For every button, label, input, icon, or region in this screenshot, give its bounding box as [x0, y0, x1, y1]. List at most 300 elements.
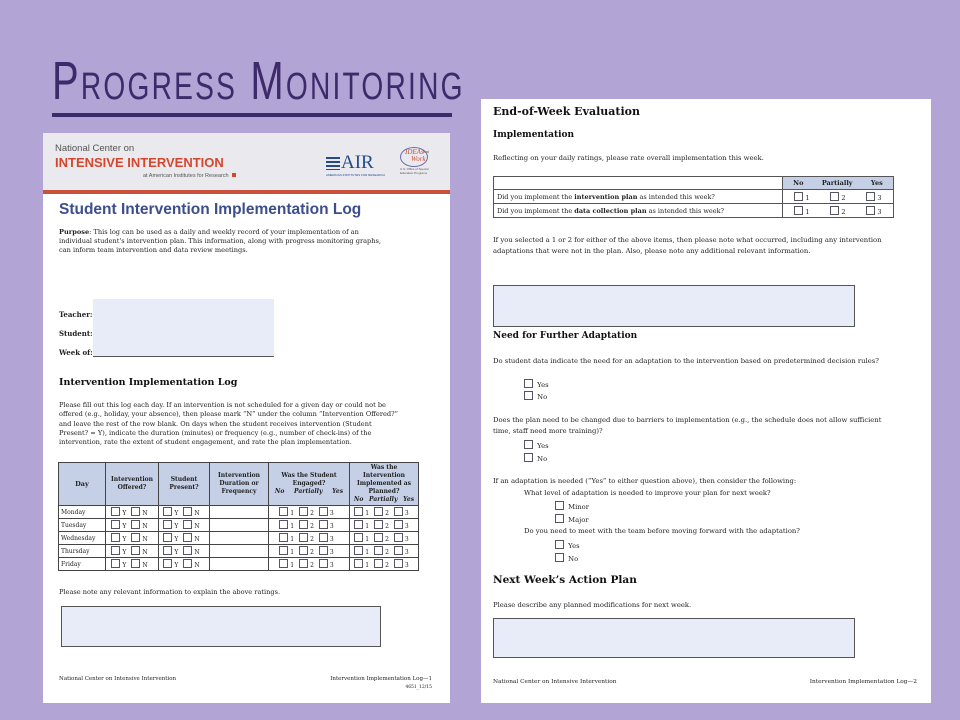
q1-pre: Did you implement the: [497, 192, 575, 201]
q-barriers-no-label: No: [537, 455, 548, 463]
org-line2: INTENSIVE INTERVENTION: [55, 155, 224, 170]
col-implemented: [350, 463, 419, 506]
checkbox-icon: [279, 546, 288, 555]
implemented-3-option-label: 3: [404, 510, 409, 517]
col-engaged-label: Was the Student Engaged?: [281, 472, 337, 487]
checkbox-icon: [279, 507, 288, 516]
implementation-intro: Reflecting on your daily ratings, please rate overall implementation this week.: [493, 154, 764, 162]
air-stripes-icon: [326, 157, 340, 170]
engaged-1-option-label: 1: [290, 536, 295, 543]
present-cell: [159, 532, 210, 545]
overall-implementation-table: [493, 176, 894, 218]
checkbox-icon: [279, 533, 288, 542]
checkbox-icon: [394, 559, 403, 568]
checkbox-icon: [866, 206, 875, 215]
present-n-option[interactable]: [183, 536, 199, 543]
engaged-3-option[interactable]: [319, 549, 334, 556]
col-day: Day: [59, 463, 106, 506]
q-meet-yes[interactable]: [555, 540, 580, 550]
q-meet-text: Do you need to meet with the team before moving forward with the adaptation?: [524, 527, 800, 535]
left-footer-left: National Center on Intensive Intervention: [59, 676, 177, 682]
q-data-no-label: No: [537, 393, 548, 401]
overall-header-blank: [494, 177, 783, 190]
present-y-option-label: Y: [174, 536, 179, 543]
q-data-yes[interactable]: [524, 379, 549, 389]
offered-y-option-label: Y: [122, 549, 127, 556]
checkbox-icon: [131, 520, 140, 529]
q-level-minor[interactable]: [555, 501, 589, 511]
q1-opt-2[interactable]: [830, 192, 845, 202]
q-barriers-text: Does the plan need to be changed due to barriers to implementation (e.g., the schedule does not allow sufficient time, staff need more training)?: [493, 416, 882, 435]
implemented-sub-partially: Partially: [369, 496, 398, 503]
engaged-2-option[interactable]: [299, 510, 314, 517]
notes-textbox[interactable]: [61, 606, 381, 647]
implemented-2-option[interactable]: [374, 536, 389, 543]
checkbox-icon: [319, 533, 328, 542]
checkbox-icon: [319, 507, 328, 516]
engaged-cell: [269, 506, 350, 519]
ideas-line1: IDEAs: [405, 148, 424, 156]
student-input[interactable]: [93, 318, 274, 338]
col-engaged: [269, 463, 350, 506]
present-y-option-label: Y: [174, 510, 179, 517]
checkbox-icon: [374, 520, 383, 529]
implemented-3-option-label: 3: [404, 562, 409, 569]
checkbox-icon: [111, 559, 120, 568]
checkbox-icon: [183, 546, 192, 555]
col-implemented-label: Was the Intervention Implemented as Planned?: [356, 464, 412, 495]
q1-opt-3[interactable]: [866, 192, 881, 202]
table-row: [59, 506, 419, 519]
implemented-1-option-label: 1: [365, 549, 370, 556]
checkbox-icon: [183, 520, 192, 529]
implemented-1-option[interactable]: [354, 562, 369, 569]
followup-text: If you selected a 1 or 2 for either of the above items, then please note what occurred, including any intervention adaptations that were not in the plan. Also, please note any additional relevant information.: [493, 236, 882, 255]
followup-textbox[interactable]: [493, 285, 855, 327]
checkbox-icon: [374, 533, 383, 542]
table-row: [59, 545, 419, 558]
engaged-2-option[interactable]: [299, 523, 314, 530]
q-barriers-yes-label: Yes: [537, 442, 549, 450]
implemented-2-option-label: 2: [385, 562, 389, 569]
teacher-label: Teacher:: [59, 310, 93, 319]
note-prompt: Please note any relevant information to explain the above ratings.: [59, 588, 281, 596]
offered-n-option[interactable]: [131, 549, 147, 556]
duration-cell[interactable]: [210, 519, 269, 532]
engaged-3-option-label: 3: [329, 523, 334, 530]
eow-title: End-of-Week Evaluation: [493, 105, 640, 118]
q-meet-yes-label: Yes: [568, 542, 580, 550]
present-n-option[interactable]: [183, 510, 199, 517]
implemented-3-option[interactable]: [394, 562, 409, 569]
checkbox-icon: [866, 192, 875, 201]
week-of-input[interactable]: [93, 337, 274, 357]
engaged-3-option-label: 3: [329, 562, 334, 569]
checkbox-icon: [524, 440, 533, 449]
present-y-option[interactable]: [163, 562, 178, 569]
overall-row-intervention: [494, 190, 894, 204]
implemented-1-option-label: 1: [365, 562, 370, 569]
engaged-cell: [269, 519, 350, 532]
checkbox-icon: [183, 507, 192, 516]
q2-opt-3[interactable]: [866, 206, 881, 216]
implemented-2-option-label: 2: [385, 536, 389, 543]
present-n-option[interactable]: [183, 523, 199, 530]
checkbox-icon: [111, 507, 120, 516]
offered-n-option-label: N: [142, 562, 148, 569]
checkbox-icon: [354, 546, 363, 555]
q-level-text: What level of adaptation is needed to improve your plan for next week?: [524, 489, 771, 497]
q-meet-no[interactable]: [555, 553, 578, 563]
engaged-1-option[interactable]: [279, 562, 294, 569]
engaged-3-option[interactable]: [319, 562, 334, 569]
present-y-option[interactable]: [163, 536, 178, 543]
checkbox-icon: [555, 501, 564, 510]
q-level-minor-label: Minor: [568, 503, 590, 511]
left-document-page: [43, 133, 450, 703]
present-y-option-label: Y: [174, 562, 179, 569]
checkbox-icon: [524, 391, 533, 400]
checkbox-icon: [524, 453, 533, 462]
left-footer-code: 4651_12/15: [405, 685, 432, 690]
q1-opt-1-label: 1: [805, 193, 810, 202]
purpose-text: : This log can be used as a daily and weekly record of your implementation of an individual student's intervention plan. This information, along with progress monitoring graphs, can inform team intervention and data review meetings.: [59, 228, 381, 254]
present-y-option[interactable]: [163, 523, 178, 530]
checkbox-icon: [319, 546, 328, 555]
ideas-line3: Work: [411, 155, 426, 163]
duration-cell[interactable]: [210, 545, 269, 558]
overall-q1-options: [783, 190, 894, 204]
offered-y-option-label: Y: [122, 523, 127, 530]
present-n-option[interactable]: [183, 549, 199, 556]
checkbox-icon: [524, 379, 533, 388]
q2-opt-2[interactable]: [830, 206, 845, 216]
engaged-2-option[interactable]: [299, 536, 314, 543]
implemented-2-option-label: 2: [385, 510, 389, 517]
checkbox-icon: [299, 533, 308, 542]
checkbox-icon: [555, 514, 564, 523]
duration-cell[interactable]: [210, 532, 269, 545]
table-row: [59, 532, 419, 545]
engaged-1-option[interactable]: [279, 523, 294, 530]
implemented-3-option-label: 3: [404, 549, 409, 556]
overall-q1: [494, 190, 783, 204]
purpose-paragraph: [59, 228, 384, 255]
engaged-1-option[interactable]: [279, 536, 294, 543]
present-n-option-label: N: [194, 510, 200, 517]
slide-title: Progress Monitoring: [52, 51, 465, 111]
engaged-sub-yes: Yes: [332, 488, 344, 495]
overall-col-partially: Partially: [821, 179, 853, 187]
day-cell: Tuesday: [59, 519, 106, 532]
engaged-sub-partially: Partially: [294, 488, 323, 495]
implemented-subheads: [351, 496, 417, 504]
checkbox-icon: [163, 546, 172, 555]
q2-opt-1-label: 1: [805, 207, 810, 216]
checkbox-icon: [299, 559, 308, 568]
offered-n-option[interactable]: [131, 536, 147, 543]
overall-q2-options: [783, 204, 894, 218]
engaged-2-option-label: 2: [310, 549, 314, 556]
adaptation-intro: If an adaptation is needed (“Yes” to either question above), then consider the following:: [493, 477, 797, 485]
offered-n-option-label: N: [142, 549, 148, 556]
checkbox-icon: [394, 507, 403, 516]
engaged-cell: [269, 545, 350, 558]
checkbox-icon: [183, 559, 192, 568]
day-cell: Monday: [59, 506, 106, 519]
offered-cell: [106, 506, 159, 519]
daily-log-table: [58, 462, 419, 571]
implemented-1-option[interactable]: [354, 536, 369, 543]
checkbox-icon: [163, 533, 172, 542]
implemented-3-option[interactable]: [394, 510, 409, 517]
present-cell: [159, 558, 210, 571]
overall-col-yes: Yes: [870, 179, 883, 187]
offered-n-option[interactable]: [131, 562, 147, 569]
checkbox-icon: [299, 507, 308, 516]
engaged-3-option-label: 3: [329, 536, 334, 543]
instructions-paragraph: Please fill out this log each day. If an intervention is not scheduled for a given day or could not be offered (e.g., holiday, your absence), then please mark “N” under the column “Intervention Offered?” and leave the rest of the row blank. On days when the student receives intervention (Student Present? = Y), indicate the duration (minutes) or frequency (e.g., number of check-ins) of the intervention, rate the extent of student engagement, and rate the plan implementation.: [59, 401, 399, 447]
present-n-option[interactable]: [183, 562, 199, 569]
engaged-3-option[interactable]: [319, 510, 334, 517]
air-logo: [326, 154, 386, 182]
checkbox-icon: [319, 559, 328, 568]
q-data-text: Do student data indicate the need for an adaptation to the intervention based on predetermined decision rules?: [493, 357, 879, 365]
day-cell: Wednesday: [59, 532, 106, 545]
engaged-2-option[interactable]: [299, 549, 314, 556]
implemented-2-option[interactable]: [374, 510, 389, 517]
offered-cell: [106, 545, 159, 558]
ideas-line2: that: [423, 150, 429, 154]
nci-header: [43, 133, 450, 194]
checkbox-icon: [279, 559, 288, 568]
engaged-1-option-label: 1: [290, 562, 295, 569]
checkbox-icon: [830, 192, 839, 201]
teacher-input[interactable]: [93, 299, 274, 319]
table-row: [59, 519, 419, 532]
log-section-title: Intervention Implementation Log: [59, 377, 238, 388]
engaged-3-option[interactable]: [319, 536, 334, 543]
offered-y-option-label: Y: [122, 510, 127, 517]
checkbox-icon: [374, 507, 383, 516]
checkbox-icon: [163, 559, 172, 568]
present-n-option-label: N: [194, 562, 200, 569]
implemented-1-option[interactable]: [354, 510, 369, 517]
overall-col-no: No: [793, 179, 804, 187]
engaged-subheads: [270, 488, 348, 496]
offered-n-option[interactable]: [131, 510, 147, 517]
q-barriers-no[interactable]: [524, 453, 547, 463]
q1-bold: intervention plan: [574, 192, 638, 201]
action-heading: Next Week’s Action Plan: [493, 574, 637, 586]
overall-header-row: [494, 177, 894, 190]
offered-y-option-label: Y: [122, 562, 127, 569]
present-cell: [159, 506, 210, 519]
org-line3: [143, 173, 236, 179]
q1-opt-2-label: 2: [841, 193, 846, 202]
implemented-3-option[interactable]: [394, 549, 409, 556]
engaged-2-option-label: 2: [310, 536, 314, 543]
q1-post: as intended this week?: [637, 192, 715, 201]
col-duration: Intervention Duration or Frequency: [210, 463, 269, 506]
engaged-3-option-label: 3: [329, 510, 334, 517]
implemented-3-option-label: 3: [404, 523, 409, 530]
org-line1: National Center on: [55, 143, 135, 154]
q2-post: as intended this week?: [646, 206, 725, 215]
offered-y-option[interactable]: [111, 549, 126, 556]
implemented-1-option-label: 1: [365, 523, 370, 530]
present-cell: [159, 545, 210, 558]
implemented-1-option-label: 1: [365, 510, 370, 517]
present-y-option-label: Y: [174, 549, 179, 556]
right-document-page: [481, 99, 931, 703]
engaged-cell: [269, 532, 350, 545]
offered-cell: [106, 558, 159, 571]
present-y-option[interactable]: [163, 549, 178, 556]
action-prompt: Please describe any planned modifications for next week.: [493, 601, 692, 609]
q-level-major-label: Major: [568, 516, 589, 524]
right-footer-right: Intervention Implementation Log—2: [809, 679, 917, 685]
engaged-3-option-label: 3: [329, 549, 334, 556]
q-barriers-yes[interactable]: [524, 440, 549, 450]
checkbox-icon: [354, 507, 363, 516]
checkbox-icon: [555, 540, 564, 549]
offered-n-option-label: N: [142, 536, 148, 543]
q-data-yes-label: Yes: [537, 381, 549, 389]
offered-y-option[interactable]: [111, 523, 126, 530]
q1-opt-3-label: 3: [877, 193, 882, 202]
offered-y-option[interactable]: [111, 536, 126, 543]
q2-bold: data collection plan: [574, 206, 647, 215]
overall-row-data-collection: [494, 204, 894, 218]
present-n-option-label: N: [194, 536, 200, 543]
checkbox-icon: [354, 533, 363, 542]
right-footer-left: National Center on Intensive Intervention: [493, 679, 617, 685]
daily-log-header-row: [59, 463, 419, 506]
engaged-1-option[interactable]: [279, 549, 294, 556]
engaged-1-option[interactable]: [279, 510, 294, 517]
checkbox-icon: [279, 520, 288, 529]
implemented-cell: [350, 558, 419, 571]
checkbox-icon: [394, 546, 403, 555]
checkbox-icon: [163, 520, 172, 529]
day-cell: Thursday: [59, 545, 106, 558]
org-square-icon: [232, 173, 236, 177]
checkbox-icon: [354, 559, 363, 568]
engaged-1-option-label: 1: [290, 549, 295, 556]
offered-n-option[interactable]: [131, 523, 147, 530]
org-line3-text: at American Institutes for Research: [143, 173, 229, 179]
offered-y-option[interactable]: [111, 510, 126, 517]
checkbox-icon: [111, 546, 120, 555]
offered-cell: [106, 519, 159, 532]
implemented-1-option-label: 1: [365, 536, 370, 543]
implemented-cell: [350, 532, 419, 545]
implementation-heading: Implementation: [493, 130, 575, 140]
q-data-no[interactable]: [524, 391, 547, 401]
engaged-1-option-label: 1: [290, 523, 295, 530]
action-plan-textbox[interactable]: [493, 618, 855, 658]
implemented-3-option[interactable]: [394, 536, 409, 543]
checkbox-icon: [131, 559, 140, 568]
engaged-2-option-label: 2: [310, 562, 314, 569]
checkbox-icon: [319, 520, 328, 529]
checkbox-icon: [131, 533, 140, 542]
q-level-major[interactable]: [555, 514, 589, 524]
implemented-sub-no: No: [353, 496, 364, 503]
present-y-option[interactable]: [163, 510, 178, 517]
implemented-2-option[interactable]: [374, 562, 389, 569]
ideas-that-work-logo: [400, 147, 432, 179]
engaged-2-option-label: 2: [310, 523, 314, 530]
title-underline: [52, 113, 452, 117]
offered-y-option[interactable]: [111, 562, 126, 569]
air-logo-text: AIR: [341, 152, 374, 173]
q2-pre: Did you implement the: [497, 206, 575, 215]
engaged-cell: [269, 558, 350, 571]
checkbox-icon: [354, 520, 363, 529]
q1-opt-1[interactable]: [794, 192, 809, 202]
engaged-2-option-label: 2: [310, 510, 314, 517]
log-title: Student Intervention Implementation Log: [59, 201, 362, 218]
checkbox-icon: [131, 507, 140, 516]
engaged-sub-no: No: [274, 488, 285, 495]
implemented-3-option[interactable]: [394, 523, 409, 530]
present-n-option-label: N: [194, 523, 200, 530]
implemented-cell: [350, 506, 419, 519]
week-of-label: Week of:: [59, 348, 93, 357]
purpose-label: Purpose: [59, 228, 90, 236]
implemented-3-option-label: 3: [404, 536, 409, 543]
duration-cell[interactable]: [210, 558, 269, 571]
implemented-sub-yes: Yes: [403, 496, 415, 503]
q-meet-no-label: No: [568, 555, 579, 563]
offered-y-option-label: Y: [122, 536, 127, 543]
checkbox-icon: [111, 533, 120, 542]
implemented-2-option-label: 2: [385, 523, 389, 530]
offered-cell: [106, 532, 159, 545]
table-row: [59, 558, 419, 571]
overall-q2: [494, 204, 783, 218]
checkbox-icon: [299, 546, 308, 555]
checkbox-icon: [794, 192, 803, 201]
checkbox-icon: [555, 553, 564, 562]
checkbox-icon: [794, 206, 803, 215]
osep-text: U.S. Office of Special Education Programs: [400, 167, 429, 175]
checkbox-icon: [394, 520, 403, 529]
air-tagline: AMERICAN INSTITUTES FOR RESEARCH: [326, 173, 385, 177]
implemented-1-option[interactable]: [354, 523, 369, 530]
offered-n-option-label: N: [142, 510, 148, 517]
q2-opt-1[interactable]: [794, 206, 809, 216]
checkbox-icon: [299, 520, 308, 529]
q2-opt-2-label: 2: [841, 207, 846, 216]
duration-cell[interactable]: [210, 506, 269, 519]
checkbox-icon: [374, 546, 383, 555]
implemented-2-option[interactable]: [374, 549, 389, 556]
day-cell: Friday: [59, 558, 106, 571]
checkbox-icon: [183, 533, 192, 542]
engaged-1-option-label: 1: [290, 510, 295, 517]
engaged-3-option[interactable]: [319, 523, 334, 530]
overall-header-options: [783, 177, 894, 190]
implemented-1-option[interactable]: [354, 549, 369, 556]
col-offered: Intervention Offered?: [106, 463, 159, 506]
implemented-2-option[interactable]: [374, 523, 389, 530]
present-n-option-label: N: [194, 549, 200, 556]
q2-opt-3-label: 3: [877, 207, 882, 216]
engaged-2-option[interactable]: [299, 562, 314, 569]
